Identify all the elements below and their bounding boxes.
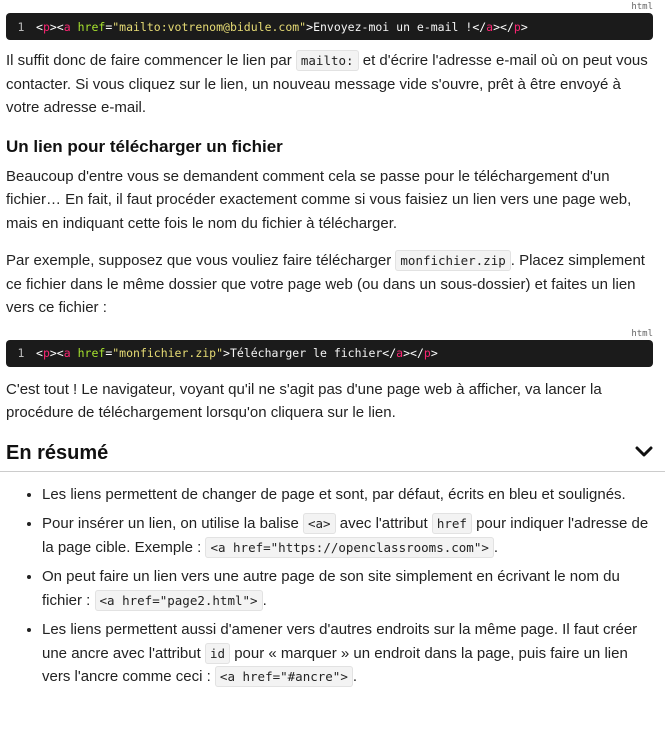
- paragraph-download-example: Par exemple, supposez que vous vouliez faire télécharger monfichier.zip . Placez simplement ce fichier dans le même dossier que votre page web (ou dans un sous-dossier) et faites un lien vers ce fichier :: [6, 252, 645, 316]
- inline-code: mailto:: [296, 50, 359, 71]
- paragraph-mailto: Il suffit donc de faire commencer le lien par mailto: et d'écrire l'adresse e-mail où on peut vous contacter. Si vous cliquez sur le lien, un nouveau message vide s'ouvre, prêt à être envoyé à votre adresse e-mail.: [6, 52, 648, 116]
- line-number: 1: [17, 19, 25, 34]
- heading-download: Un lien pour télécharger un fichier: [6, 136, 283, 156]
- summary-item: • Pour insérer un lien, on utilise la balise <a> avec l'attribut href pour indiquer l'adresse de la page cible. Exemple : <a href="https://openclassrooms.com"> .: [42, 512, 655, 559]
- code-line: <p><a href="monfichier.zip">Télécharger le fichier</a></p>: [36, 346, 438, 360]
- code-line: <p><a href="mailto:votrenom@bidule.com">Envoyez-moi un e-mail !</a></p>: [36, 19, 528, 34]
- inline-code: <a href="page2.html">: [95, 590, 263, 611]
- code-lang-label: html: [631, 2, 653, 12]
- summary-item: • On peut faire un lien vers une autre page de son site simplement en écrivant le nom du fichier : <a href="page2.html"> .: [42, 565, 655, 612]
- code-block-mailto[interactable]: [6, 13, 653, 40]
- summary-title: En résumé: [6, 442, 109, 464]
- summary-item: • Les liens permettent de changer de page et sont, par défaut, écrits en bleu et soulignés.: [42, 483, 655, 507]
- inline-code: monfichier.zip: [395, 250, 510, 271]
- inline-code: <a href="#ancre">: [215, 666, 353, 687]
- inline-code: <a>: [303, 513, 336, 534]
- inline-code: href: [432, 513, 472, 534]
- line-number: 1: [17, 346, 25, 360]
- summary-header[interactable]: [0, 437, 665, 472]
- chevron-down-icon[interactable]: [635, 445, 653, 463]
- summary-list: [0, 483, 665, 689]
- inline-code: <a href="https://openclassrooms.com">: [205, 537, 493, 558]
- inline-code: id: [205, 643, 230, 664]
- summary-item: • Les liens permettent aussi d'amener vers d'autres endroits sur la même page. Il faut créer une ancre avec l'attribut id pour « marquer » un endroit dans la page, puis faire un lien vers l'ancre comme ceci : <a href="#ancre"> .: [42, 618, 655, 689]
- paragraph-download-intro: Beaucoup d'entre vous se demandent comment cela se passe pour le téléchargement d'un fichier… En fait, il faut procéder exactement comme si vous faisiez un lien vers une page web, mais en indiquant cette fois le nom du fichier à télécharger.: [6, 167, 632, 232]
- code-block-download[interactable]: [6, 340, 653, 367]
- paragraph-done: C'est tout ! Le navigateur, voyant qu'il ne s'agit pas d'une page web à afficher, va lancer la procédure de téléchargement lorsqu'on cliquera sur le lien.: [6, 380, 602, 421]
- code-lang-label: html: [631, 328, 653, 339]
